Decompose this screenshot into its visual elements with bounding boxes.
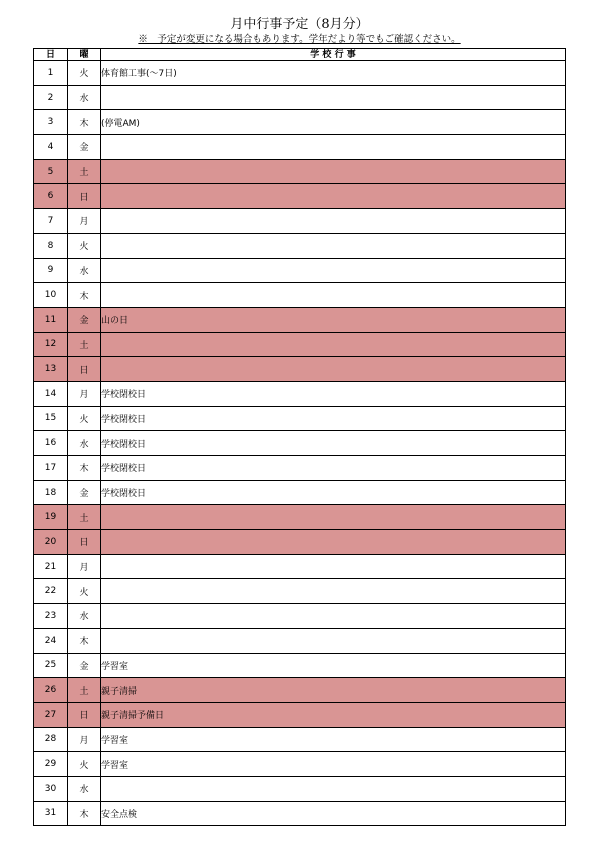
table-row	[34, 678, 566, 703]
weekday-cell: 火	[68, 579, 101, 604]
day-cell: 28	[34, 727, 68, 752]
table-row	[34, 801, 566, 826]
weekday-cell: 水	[68, 431, 101, 456]
weekday-cell: 火	[68, 752, 101, 777]
event-cell: 学校閉校日	[101, 456, 566, 481]
day-cell: 6	[34, 184, 68, 209]
schedule-table	[33, 48, 566, 826]
notice-text: ※ 予定が変更になる場合もあります。学年だより等でもご確認ください。	[138, 34, 461, 45]
day-cell: 11	[34, 307, 68, 332]
table-row	[34, 85, 566, 110]
day-cell: 24	[34, 628, 68, 653]
day-cell: 19	[34, 505, 68, 530]
weekday-cell: 木	[68, 110, 101, 135]
event-cell	[101, 233, 566, 258]
day-cell: 4	[34, 135, 68, 160]
event-cell: 親子清掃予備日	[101, 702, 566, 727]
table-row	[34, 456, 566, 481]
day-cell: 21	[34, 554, 68, 579]
day-cell: 29	[34, 752, 68, 777]
weekday-cell: 日	[68, 357, 101, 382]
day-cell: 5	[34, 159, 68, 184]
event-cell: 学習室	[101, 752, 566, 777]
day-cell: 16	[34, 431, 68, 456]
event-cell: 親子清掃	[101, 678, 566, 703]
weekday-cell: 月	[68, 381, 101, 406]
weekday-cell: 月	[68, 554, 101, 579]
table-row	[34, 653, 566, 678]
day-cell: 14	[34, 381, 68, 406]
table-row	[34, 579, 566, 604]
table-row	[34, 554, 566, 579]
table-row	[34, 184, 566, 209]
weekday-cell: 土	[68, 159, 101, 184]
weekday-cell: 金	[68, 307, 101, 332]
weekday-cell: 水	[68, 604, 101, 629]
table-row	[34, 727, 566, 752]
day-cell: 23	[34, 604, 68, 629]
weekday-cell: 金	[68, 135, 101, 160]
weekday-cell: 木	[68, 628, 101, 653]
weekday-cell: 水	[68, 776, 101, 801]
table-row	[34, 702, 566, 727]
event-cell	[101, 628, 566, 653]
day-cell: 10	[34, 283, 68, 308]
table-row	[34, 332, 566, 357]
table-row	[34, 233, 566, 258]
day-cell: 7	[34, 209, 68, 234]
event-cell	[101, 332, 566, 357]
table-row	[34, 209, 566, 234]
day-cell: 13	[34, 357, 68, 382]
table-row	[34, 61, 566, 86]
day-cell: 1	[34, 61, 68, 86]
weekday-cell: 木	[68, 801, 101, 826]
column-header-day: 日	[34, 49, 68, 61]
table-row	[34, 307, 566, 332]
header-row	[34, 49, 566, 61]
table-row	[34, 258, 566, 283]
event-cell	[101, 357, 566, 382]
event-cell	[101, 579, 566, 604]
notice-line	[0, 34, 599, 46]
event-cell	[101, 530, 566, 555]
table-row	[34, 752, 566, 777]
weekday-cell: 水	[68, 258, 101, 283]
day-cell: 8	[34, 233, 68, 258]
weekday-cell: 火	[68, 406, 101, 431]
event-cell	[101, 604, 566, 629]
day-cell: 17	[34, 456, 68, 481]
day-cell: 3	[34, 110, 68, 135]
day-cell: 12	[34, 332, 68, 357]
day-cell: 2	[34, 85, 68, 110]
weekday-cell: 月	[68, 727, 101, 752]
event-cell	[101, 159, 566, 184]
weekday-cell: 土	[68, 505, 101, 530]
weekday-cell: 水	[68, 85, 101, 110]
weekday-cell: 日	[68, 530, 101, 555]
table-row	[34, 357, 566, 382]
page-title: 月中行事予定（8月分）	[230, 17, 369, 32]
table-row	[34, 135, 566, 160]
table-row	[34, 604, 566, 629]
table-row	[34, 283, 566, 308]
weekday-cell: 土	[68, 332, 101, 357]
weekday-cell: 火	[68, 233, 101, 258]
event-cell	[101, 184, 566, 209]
table-row	[34, 530, 566, 555]
event-cell	[101, 283, 566, 308]
table-row	[34, 776, 566, 801]
event-cell: 学校閉校日	[101, 431, 566, 456]
table-row	[34, 159, 566, 184]
table-row	[34, 480, 566, 505]
day-cell: 25	[34, 653, 68, 678]
column-header-weekday: 曜	[68, 49, 101, 61]
event-cell: 安全点検	[101, 801, 566, 826]
weekday-cell: 月	[68, 209, 101, 234]
table-row	[34, 628, 566, 653]
table-row	[34, 381, 566, 406]
weekday-cell: 火	[68, 61, 101, 86]
event-cell: 学校閉校日	[101, 406, 566, 431]
day-cell: 31	[34, 801, 68, 826]
event-cell: 体育館工事(～7日)	[101, 61, 566, 86]
event-cell	[101, 209, 566, 234]
day-cell: 22	[34, 579, 68, 604]
day-cell: 20	[34, 530, 68, 555]
event-cell: 学校閉校日	[101, 480, 566, 505]
event-cell: 学習室	[101, 653, 566, 678]
event-cell	[101, 505, 566, 530]
event-cell	[101, 258, 566, 283]
event-cell	[101, 135, 566, 160]
event-cell	[101, 85, 566, 110]
weekday-cell: 日	[68, 184, 101, 209]
event-cell	[101, 776, 566, 801]
weekday-cell: 金	[68, 653, 101, 678]
day-cell: 9	[34, 258, 68, 283]
event-cell: 山の日	[101, 307, 566, 332]
table-row	[34, 110, 566, 135]
table-row	[34, 406, 566, 431]
weekday-cell: 土	[68, 678, 101, 703]
event-cell	[101, 554, 566, 579]
day-cell: 26	[34, 678, 68, 703]
event-cell: 学校閉校日	[101, 381, 566, 406]
schedule-body	[34, 61, 566, 826]
table-row	[34, 431, 566, 456]
day-cell: 15	[34, 406, 68, 431]
table-row	[34, 505, 566, 530]
event-cell: 学習室	[101, 727, 566, 752]
weekday-cell: 金	[68, 480, 101, 505]
day-cell: 27	[34, 702, 68, 727]
event-cell: (停電AM)	[101, 110, 566, 135]
weekday-cell: 日	[68, 702, 101, 727]
day-cell: 18	[34, 480, 68, 505]
weekday-cell: 木	[68, 456, 101, 481]
day-cell: 30	[34, 776, 68, 801]
weekday-cell: 木	[68, 283, 101, 308]
column-header-events: 学 校 行 事	[101, 49, 566, 61]
